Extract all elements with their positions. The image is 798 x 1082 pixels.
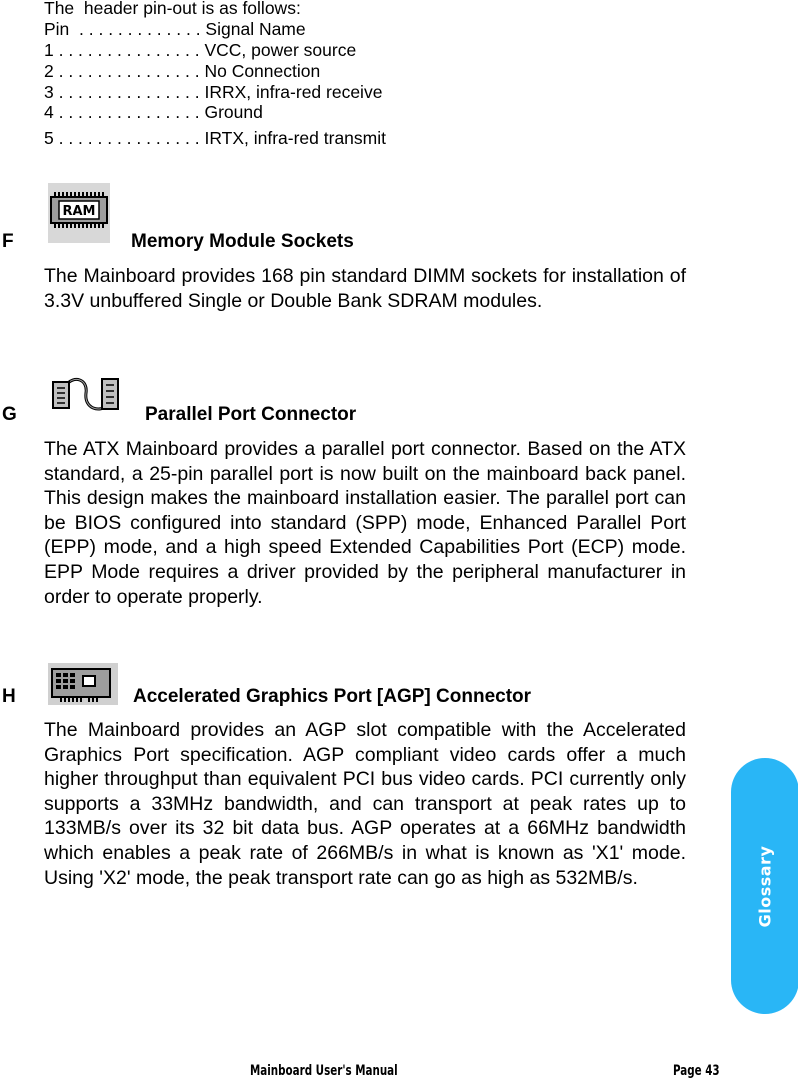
pinout-row: 4 . . . . . . . . . . . . . . . Ground <box>44 102 263 122</box>
section-body-f: The Mainboard provides 168 pin standard DIMM sockets for installation of 3.3V unbuffered Single or Double Bank SDRAM modules. <box>44 265 686 312</box>
pinout-row: 1 . . . . . . . . . . . . . . . VCC, power source <box>44 40 357 60</box>
section-body-h: The Mainboard provides an AGP slot compatible with the Accelerated Graphics Port specification. AGP compliant video cards offer a much higher throughput than equivalent PCI bus video cards. PCI currently only supports a 33MHz bandwidth, and can transport at peak rates up to 133MB/s over its 32 bit data bus. AGP operates at a 66MHz bandwidth which enables a peak rate of 266MB/s in what is known as 'X1' mode. Using 'X2' mode, the peak transport rate can go as high as 532MB/s. <box>44 719 686 889</box>
section-body-g: The ATX Mainboard provides a parallel port connector. Based on the ATX standard, a 25-pin parallel port is now built on the mainboard back panel. This design makes the mainboard installation easier. The parallel port can be BIOS configured into standard (SPP) mode, Enhanced Parallel Port (EPP) mode, and a high speed Extended Capabilities Port (ECP) mode. EPP Mode requires a driver provided by the peripheral manufacturer in order to operate properly. <box>44 438 686 608</box>
agp-card-icon <box>48 663 118 705</box>
pinout-row: Pin . . . . . . . . . . . . . Signal Name <box>44 19 306 39</box>
section-title-g: Parallel Port Connector <box>145 404 357 425</box>
section-letter-h: H <box>2 686 16 707</box>
ram-icon-label: RAM <box>62 204 96 219</box>
ram-icon <box>48 183 110 243</box>
pinout-row: 2 . . . . . . . . . . . . . . . No Connection <box>44 61 321 81</box>
pinout-row: 5 . . . . . . . . . . . . . . . IRTX, infra-red transmit <box>44 128 386 148</box>
pinout-row: 3 . . . . . . . . . . . . . . . IRRX, infra-red receive <box>44 82 383 102</box>
footer-page-number: Page 43 <box>673 1063 720 1079</box>
section-title-f: Memory Module Sockets <box>131 231 354 252</box>
section-title-h: Accelerated Graphics Port [AGP] Connector <box>133 686 532 707</box>
glossary-tab-label: Glossary <box>755 845 775 927</box>
pinout-intro: The header pin-out is as follows: <box>44 0 301 18</box>
footer-manual-title: Mainboard User's Manual <box>250 1063 398 1079</box>
section-letter-f: F <box>2 231 14 252</box>
parallel-port-icon <box>50 375 122 419</box>
section-letter-g: G <box>2 404 17 425</box>
glossary-tab-label-wrap[interactable] <box>731 758 798 1014</box>
